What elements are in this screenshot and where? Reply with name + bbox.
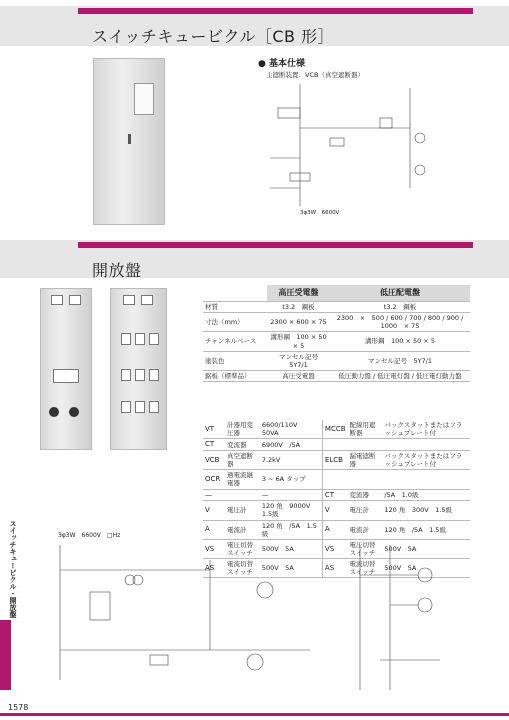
panel-wiring-diagram <box>50 540 470 700</box>
spec-row <box>203 332 470 351</box>
equipment-row <box>203 470 470 489</box>
spec-main-breaker: 主遮断装置：VCB（真空遮断器） <box>266 71 364 79</box>
spec-value: 低圧動力盤 / 低圧電灯盤 / 低圧電灯動力盤 <box>330 370 470 381</box>
equipment-cell: 500V 5A <box>382 539 470 558</box>
low-voltage-panel-photo <box>110 288 167 450</box>
equipment-cell: 120 角 /5A 1.5級 <box>260 520 323 539</box>
door-handle <box>128 134 131 144</box>
col-low-voltage: 低圧配電盤 <box>330 285 470 302</box>
side-tab <box>0 620 11 690</box>
spec-value: 2300 × 500 / 600 / 700 / 800 / 900 / 1000 × 75 <box>330 313 470 332</box>
equipment-cell: 電圧計 <box>225 501 260 520</box>
spec-row <box>203 370 470 381</box>
spec-label: 銘板（標準品） <box>203 370 267 381</box>
equipment-cell: CT <box>203 439 225 451</box>
section2-title: 開放盤 <box>92 261 142 280</box>
equipment-cell: VCB <box>203 451 225 470</box>
equipment-row <box>203 451 470 470</box>
equipment-cell: 漏電遮断器 <box>348 451 383 470</box>
equipment-cell: 電圧切替スイッチ <box>348 539 383 558</box>
equipment-cell: 電圧計 <box>348 501 383 520</box>
equipment-cell <box>382 470 470 489</box>
spec-heading: ● 基本仕様 <box>258 59 305 69</box>
equipment-cell: ELCB <box>322 451 347 470</box>
equipment-cell: AS <box>322 559 347 578</box>
spec-row <box>203 351 470 370</box>
spec-value: 溝形鋼 100 × 50 × 5 <box>267 332 330 351</box>
col-high-voltage: 高圧受電盤 <box>267 285 330 302</box>
cubicle-photo <box>93 58 165 225</box>
page-bar <box>0 713 509 716</box>
equipment-cell: 電流計 <box>225 520 260 539</box>
spec-value: 2300 × 600 × 75 <box>267 313 330 332</box>
equipment-cell: 計器用変圧器 <box>225 420 260 439</box>
equipment-cell: 変流器 <box>348 489 383 501</box>
equipment-cell: V <box>322 501 347 520</box>
equipment-cell: 7.2kV <box>260 451 323 470</box>
equipment-cell <box>348 439 383 451</box>
equipment-cell: A <box>322 520 347 539</box>
section2-stripe <box>78 242 473 248</box>
equipment-cell <box>322 439 347 451</box>
spec-label: 塗装色 <box>203 351 267 370</box>
section2-band <box>0 240 509 278</box>
equipment-cell: バックスタットまたはフラッシュプレート付 <box>382 420 470 439</box>
spec-label: チャンネルベース <box>203 332 267 351</box>
spec-row <box>203 302 470 313</box>
equipment-cell: 3 ~ 6A タップ <box>260 470 323 489</box>
equipment-cell: 500V 5A <box>260 559 323 578</box>
spec-value: マンセル記号 5Y7/1 <box>330 351 470 370</box>
spec-table <box>203 285 470 382</box>
equipment-cell: 配線用遮断器 <box>348 420 383 439</box>
equipment-cell: 過電流継電器 <box>225 470 260 489</box>
cubicle-circuit-diagram <box>260 78 440 220</box>
equipment-cell: AS <box>203 559 225 578</box>
equipment-cell: CT <box>322 489 347 501</box>
equipment-cell <box>348 470 383 489</box>
equipment-cell: VS <box>203 539 225 558</box>
equipment-cell: 500V 5A <box>382 559 470 578</box>
spec-label: 寸法（mm） <box>203 313 267 332</box>
page-number: 1578 <box>8 703 29 712</box>
spec-value: 溝形鋼 100 × 50 × 5 <box>330 332 470 351</box>
equipment-cell: V <box>203 501 225 520</box>
spec-label: 材質 <box>203 302 267 313</box>
equipment-cell: 電流切替スイッチ <box>348 559 383 578</box>
equipment-row <box>203 520 470 539</box>
spec-value: t3.2 鋼板 <box>330 302 470 313</box>
equipment-cell <box>225 489 260 501</box>
equipment-cell: — <box>203 489 225 501</box>
section1-title: スイッチキュービクル［CB 形］ <box>92 27 335 46</box>
equipment-cell: 500V 5A <box>260 539 323 558</box>
equipment-cell: /5A 1.0級 <box>382 489 470 501</box>
equipment-cell: 6900V /5A <box>260 439 323 451</box>
equipment-cell: 真空遮断器 <box>225 451 260 470</box>
diagram-supply: 3φ3W 6600V □Hz <box>58 532 121 539</box>
equipment-row <box>203 439 470 451</box>
equipment-cell: 電流計 <box>348 520 383 539</box>
equipment-cell: A <box>203 520 225 539</box>
equipment-cell: OCR <box>203 470 225 489</box>
equipment-cell: 電圧切替スイッチ <box>225 539 260 558</box>
high-voltage-panel-photo <box>40 288 92 450</box>
equipment-cell <box>322 470 347 489</box>
side-section-label: スイッチキュービクル・開放盤 <box>9 520 17 618</box>
diagram-bottom-voltage: 3φ3W 6600V <box>300 210 340 216</box>
spec-value: t3.2 鋼板 <box>267 302 330 313</box>
equipment-cell: 120 角 9000V 1.5級 <box>260 501 323 520</box>
spec-value: マンセル記号 5Y7/1 <box>267 351 330 370</box>
equipment-cell: VT <box>203 420 225 439</box>
equipment-row <box>203 420 470 439</box>
equipment-cell: MCCB <box>322 420 347 439</box>
nameplate <box>134 83 154 115</box>
equipment-cell: バックスタットまたはフラッシュプレート付 <box>382 451 470 470</box>
equipment-cell <box>382 439 470 451</box>
equipment-cell: 変流器 <box>225 439 260 451</box>
equipment-cell: 120 角 300V 1.5級 <box>382 501 470 520</box>
equipment-row <box>203 489 470 501</box>
spec-value: 高圧受電盤 <box>267 370 330 381</box>
section1-stripe <box>78 8 473 14</box>
equipment-cell: 120 角 /5A 1.5級 <box>382 520 470 539</box>
table-corner <box>203 285 267 302</box>
equipment-cell: VS <box>322 539 347 558</box>
equipment-cell: — <box>260 489 323 501</box>
spec-row <box>203 313 470 332</box>
equipment-cell: 6600/110V 50VA <box>260 420 323 439</box>
equipment-cell: 電流切替スイッチ <box>225 559 260 578</box>
equipment-row <box>203 501 470 520</box>
